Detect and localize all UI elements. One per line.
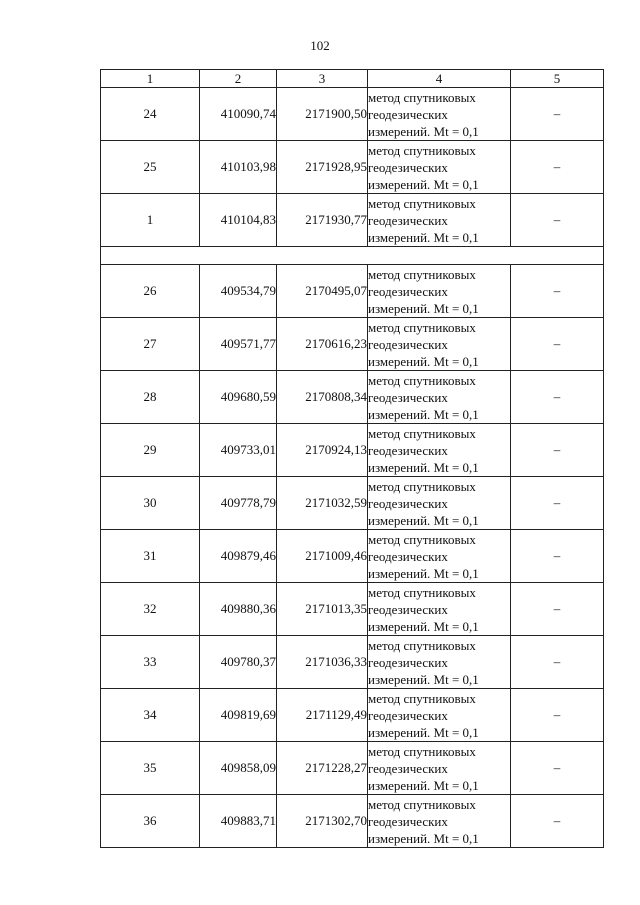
method-line: метод спутниковых [368, 796, 476, 812]
method-line: метод спутниковых [368, 743, 476, 759]
y-coordinate-cell: 2171013,35 [277, 583, 368, 636]
note-cell: – [511, 742, 604, 795]
note-cell: – [511, 424, 604, 477]
table-row [101, 477, 604, 530]
point-number-cell: 29 [101, 424, 200, 477]
point-number-cell: 32 [101, 583, 200, 636]
note-cell: – [511, 795, 604, 848]
method-line: измерений. Mt = 0,1 [368, 123, 479, 139]
method-line: геодезических [368, 548, 448, 564]
method-line: измерений. Mt = 0,1 [368, 830, 479, 846]
method-line: измерений. Mt = 0,1 [368, 724, 479, 740]
method-line: метод спутниковых [368, 319, 476, 335]
point-number-cell: 30 [101, 477, 200, 530]
method-line: метод спутниковых [368, 142, 476, 158]
table-row [101, 636, 604, 689]
x-coordinate-cell: 409819,69 [200, 689, 277, 742]
point-number-cell: 31 [101, 530, 200, 583]
column-header: 5 [511, 70, 604, 88]
method-line: измерений. Mt = 0,1 [368, 300, 479, 316]
method-cell [368, 424, 511, 477]
note-cell: – [511, 530, 604, 583]
table-row [101, 318, 604, 371]
x-coordinate-cell: 409534,79 [200, 265, 277, 318]
column-header: 4 [368, 70, 511, 88]
method-line: геодезических [368, 159, 448, 175]
y-coordinate-cell: 2171129,49 [277, 689, 368, 742]
note-cell: – [511, 141, 604, 194]
x-coordinate-cell: 410104,83 [200, 194, 277, 247]
y-coordinate-cell: 2170616,23 [277, 318, 368, 371]
table-row [101, 742, 604, 795]
y-coordinate-cell: 2170808,34 [277, 371, 368, 424]
table-body [101, 70, 604, 848]
x-coordinate-cell: 409778,79 [200, 477, 277, 530]
method-line: геодезических [368, 813, 448, 829]
table-row [101, 88, 604, 141]
method-cell [368, 742, 511, 795]
page-number: 102 [310, 38, 330, 53]
y-coordinate-cell: 2171302,70 [277, 795, 368, 848]
note-cell: – [511, 371, 604, 424]
method-line: метод спутниковых [368, 372, 476, 388]
method-line: геодезических [368, 389, 448, 405]
method-cell [368, 583, 511, 636]
y-coordinate-cell: 2171032,59 [277, 477, 368, 530]
y-coordinate-cell: 2170924,13 [277, 424, 368, 477]
table-row [101, 371, 604, 424]
x-coordinate-cell: 409571,77 [200, 318, 277, 371]
table-row [101, 194, 604, 247]
method-line: измерений. Mt = 0,1 [368, 671, 479, 687]
table-row [101, 265, 604, 318]
point-number-cell: 27 [101, 318, 200, 371]
note-cell: – [511, 583, 604, 636]
method-line: метод спутниковых [368, 266, 476, 282]
method-line: геодезических [368, 495, 448, 511]
method-line: геодезических [368, 212, 448, 228]
separator-row [101, 247, 604, 265]
method-line: метод спутниковых [368, 478, 476, 494]
note-cell: – [511, 88, 604, 141]
method-line: измерений. Mt = 0,1 [368, 176, 479, 192]
y-coordinate-cell: 2171036,33 [277, 636, 368, 689]
table-row [101, 530, 604, 583]
column-header: 3 [277, 70, 368, 88]
point-number-cell: 24 [101, 88, 200, 141]
method-line: измерений. Mt = 0,1 [368, 565, 479, 581]
x-coordinate-cell: 409680,59 [200, 371, 277, 424]
y-coordinate-cell: 2171228,27 [277, 742, 368, 795]
table-row [101, 583, 604, 636]
table-row [101, 424, 604, 477]
x-coordinate-cell: 409883,71 [200, 795, 277, 848]
note-cell: – [511, 194, 604, 247]
note-cell: – [511, 265, 604, 318]
point-number-cell: 1 [101, 194, 200, 247]
method-line: измерений. Mt = 0,1 [368, 353, 479, 369]
x-coordinate-cell: 410103,98 [200, 141, 277, 194]
method-cell [368, 194, 511, 247]
header-row [101, 70, 604, 88]
method-line: измерений. Mt = 0,1 [368, 512, 479, 528]
x-coordinate-cell: 409879,46 [200, 530, 277, 583]
method-line: измерений. Mt = 0,1 [368, 406, 479, 422]
point-number-cell: 33 [101, 636, 200, 689]
point-number-cell: 36 [101, 795, 200, 848]
method-cell [368, 371, 511, 424]
point-number-cell: 35 [101, 742, 200, 795]
method-cell [368, 636, 511, 689]
separator-cell [101, 247, 604, 265]
method-cell [368, 318, 511, 371]
note-cell: – [511, 477, 604, 530]
method-line: метод спутниковых [368, 637, 476, 653]
method-cell [368, 689, 511, 742]
table-row [101, 141, 604, 194]
method-cell [368, 795, 511, 848]
column-header: 1 [101, 70, 200, 88]
coordinates-table [100, 69, 604, 848]
method-line: геодезических [368, 601, 448, 617]
method-cell [368, 265, 511, 318]
x-coordinate-cell: 410090,74 [200, 88, 277, 141]
point-number-cell: 34 [101, 689, 200, 742]
method-line: геодезических [368, 760, 448, 776]
method-line: геодезических [368, 283, 448, 299]
method-line: метод спутниковых [368, 584, 476, 600]
point-number-cell: 25 [101, 141, 200, 194]
method-line: метод спутниковых [368, 425, 476, 441]
method-line: геодезических [368, 336, 448, 352]
method-line: метод спутниковых [368, 531, 476, 547]
method-line: геодезических [368, 654, 448, 670]
method-cell [368, 530, 511, 583]
y-coordinate-cell: 2171930,77 [277, 194, 368, 247]
x-coordinate-cell: 409880,36 [200, 583, 277, 636]
x-coordinate-cell: 409858,09 [200, 742, 277, 795]
method-line: измерений. Mt = 0,1 [368, 618, 479, 634]
x-coordinate-cell: 409780,37 [200, 636, 277, 689]
note-cell: – [511, 636, 604, 689]
point-number-cell: 28 [101, 371, 200, 424]
method-cell [368, 88, 511, 141]
table-row [101, 689, 604, 742]
method-line: измерений. Mt = 0,1 [368, 777, 479, 793]
method-line: геодезических [368, 707, 448, 723]
method-cell [368, 141, 511, 194]
y-coordinate-cell: 2170495,07 [277, 265, 368, 318]
method-line: метод спутниковых [368, 690, 476, 706]
method-cell [368, 477, 511, 530]
method-line: измерений. Mt = 0,1 [368, 459, 479, 475]
point-number-cell: 26 [101, 265, 200, 318]
method-line: метод спутниковых [368, 195, 476, 211]
method-line: геодезических [368, 106, 448, 122]
y-coordinate-cell: 2171009,46 [277, 530, 368, 583]
y-coordinate-cell: 2171900,50 [277, 88, 368, 141]
method-line: измерений. Mt = 0,1 [368, 229, 479, 245]
method-line: геодезических [368, 442, 448, 458]
note-cell: – [511, 689, 604, 742]
column-header: 2 [200, 70, 277, 88]
method-line: метод спутниковых [368, 89, 476, 105]
note-cell: – [511, 318, 604, 371]
table-row [101, 795, 604, 848]
x-coordinate-cell: 409733,01 [200, 424, 277, 477]
y-coordinate-cell: 2171928,95 [277, 141, 368, 194]
